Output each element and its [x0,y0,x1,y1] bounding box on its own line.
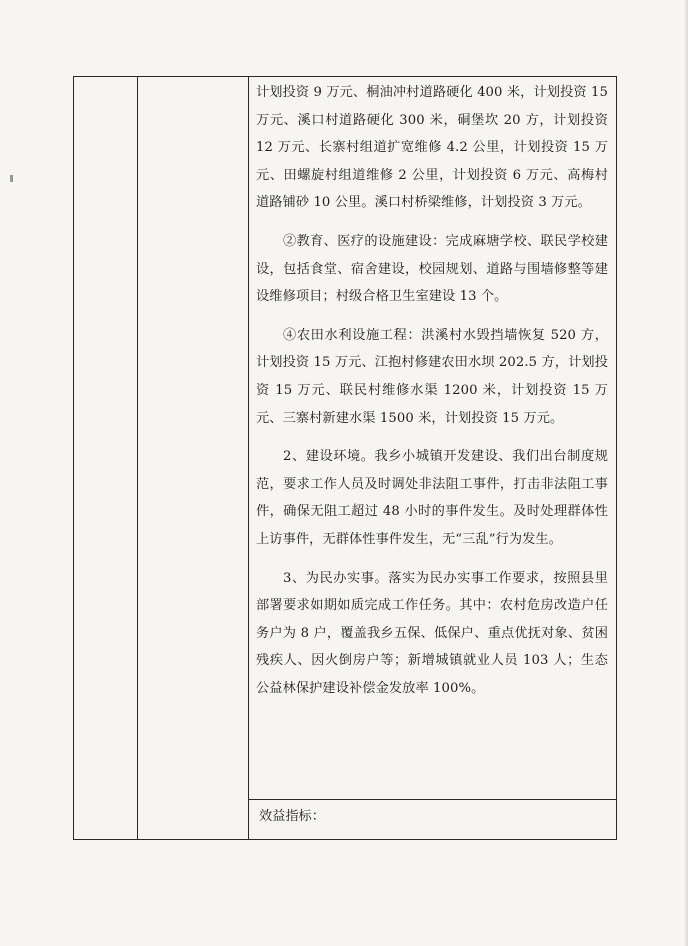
paragraph-construction-environment: 2、建设环境。我乡小城镇开发建设、我们出台制度规范，要求工作人员及时调处非法阻工事件，打击非法阻工事件，确保无阻工超过 48 小时的事件发生。及时处理群体性上访事件，无群体性事件发生，无“三乱”行为发生。 [256,449,608,547]
benefit-indicator-label: 效益指标： [259,809,325,824]
paragraph-education-medical: ②教育、医疗的设施建设：完成麻塘学校、联民学校建设，包括食堂、宿舍建设，校园规划、道路与围墙修整等建设维修项目；村级合格卫生室建设 13 个。 [256,233,608,305]
table-column-divider-1 [137,77,138,839]
paragraph-practical-affairs: 3、为民办实事。落实为民办实事工作要求，按照县里部署要求如期如质完成工作任务。其中：农村危房改造户任务户为 8 户，覆盖我乡五保、低保户、重点优抚对象、贫困残疾人、因火倒房户等；新增城镇就业人员 103 人；生态公益林保护建设补偿金发放率 100%。 [256,570,608,696]
table-column-divider-2 [248,77,249,839]
table-row-divider [248,799,616,800]
table-content-cell [256,79,608,713]
scan-artifact [10,175,13,182]
page-edge-shadow [684,0,688,946]
paragraph-farmland-water: ④农田水利设施工程：洪溪村水毁挡墙恢复 520 方，计划投资 15 万元、江抱村修建农田水坝 202.5 方，计划投资 15 万元、联民村维修水渠 1200 米，计划投资 15 万元、三寨村新建水渠 1500 米，计划投资 15 万元。 [256,327,608,426]
paragraph-road-investment: 计划投资 9 万元、桐油冲村道路硬化 400 米，计划投资 15 万元、溪口村道路硬化 300 米，硐堡坎 20 方，计划投资 12 万元、长寨村组道扩宽维修 4.2 公里，计划投资 15 万元、田螺旋村组道维修 2 公里，计划投资 6 万元、高梅村道路铺砂 10 公里。溪口村桥梁维修，计划投资 3 万元。 [256,85,608,211]
